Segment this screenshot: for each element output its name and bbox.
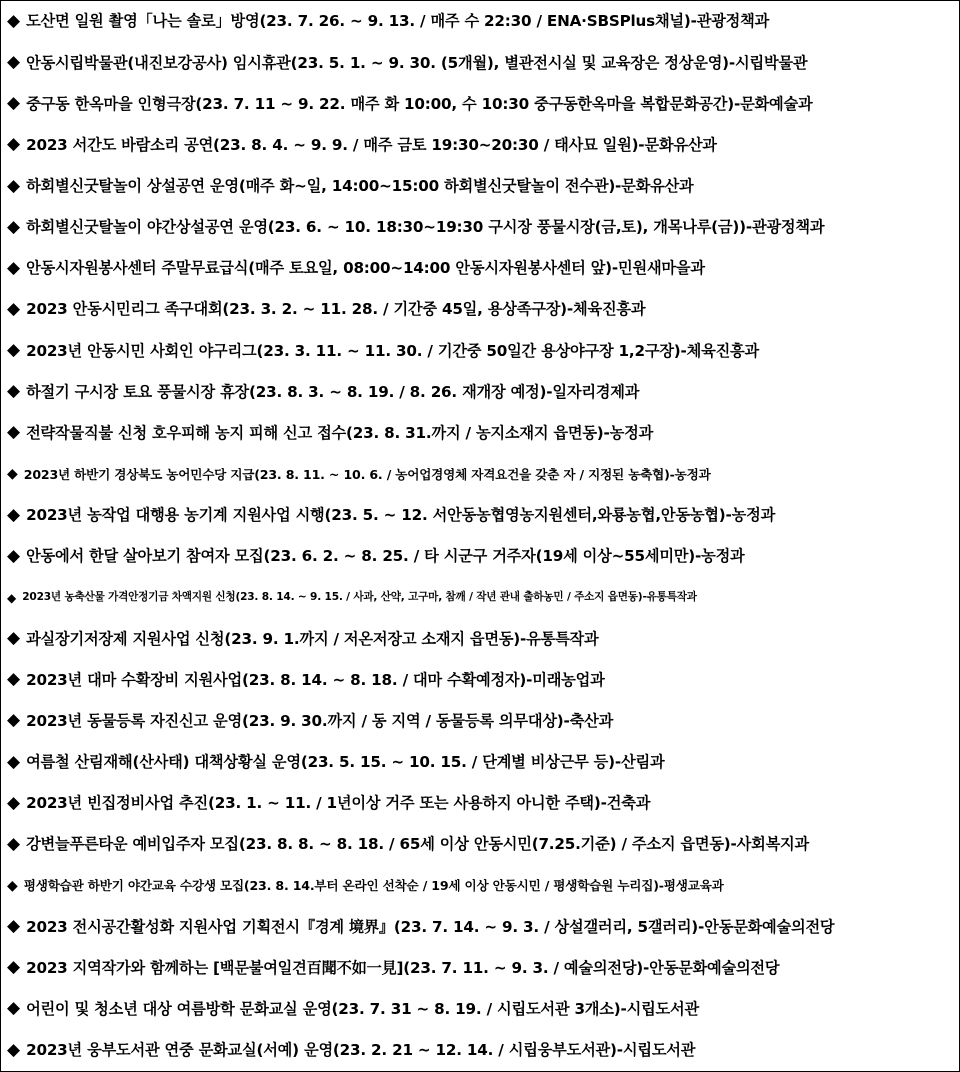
black-diamond-icon: ◆ bbox=[7, 216, 21, 237]
black-diamond-icon: ◆ bbox=[7, 422, 21, 443]
notice-item bbox=[1, 659, 959, 700]
notice-item bbox=[1, 700, 959, 741]
notice-item bbox=[1, 83, 959, 124]
notice-item bbox=[1, 207, 959, 248]
notice-item bbox=[1, 536, 959, 577]
notice-text: 안동시자원봉사센터 주말무료급식(매주 토요일, 08:00~14:00 안동시자원봉사센터 앞)-민원새마을과 bbox=[26, 259, 705, 278]
notice-text: 전략작물직불 신청 호우피해 농지 피해 신고 접수(23. 8. 31.까지 / 농지소재지 읍면동)-농정과 bbox=[26, 423, 654, 442]
notice-text: 2023년 대마 수확장비 지원사업(23. 8. 14. ~ 8. 18. / 대마 수확예정자)-미래농업과 bbox=[26, 670, 605, 689]
notice-item bbox=[1, 577, 959, 618]
black-diamond-icon: ◆ bbox=[7, 340, 21, 361]
notice-list bbox=[1, 1, 959, 1071]
black-diamond-icon: ◆ bbox=[7, 1039, 21, 1060]
notice-text: 도산면 일원 촬영「나는 솔로」방영(23. 7. 26. ~ 9. 13. / 매주 수 22:30 / ENA·SBSPlus채널)-관광정책과 bbox=[26, 12, 770, 31]
notice-item bbox=[1, 124, 959, 165]
notice-text: 2023 서간도 바람소리 공연(23. 8. 4. ~ 9. 9. / 매주 금토 19:30~20:30 / 태사묘 일원)-문화유산과 bbox=[26, 135, 717, 154]
black-diamond-icon: ◆ bbox=[7, 545, 21, 566]
notice-item bbox=[1, 248, 959, 289]
notice-text: 어린이 및 청소년 대상 여름방학 문화교실 운영(23. 7. 31 ~ 8. 19. / 시립도서관 3개소)-시립도서관 bbox=[26, 999, 699, 1018]
notice-item bbox=[1, 289, 959, 330]
notice-item bbox=[1, 330, 959, 371]
black-diamond-icon: ◆ bbox=[7, 669, 21, 690]
black-diamond-icon: ◆ bbox=[7, 466, 18, 483]
black-diamond-icon: ◆ bbox=[7, 792, 21, 813]
notice-text: 하절기 구시장 토요 풍물시장 휴장(23. 8. 3. ~ 8. 19. / 8. 26. 재개장 예정)-일자리경제과 bbox=[26, 382, 640, 401]
notice-text: 2023년 웅부도서관 연중 문화교실(서예) 운영(23. 2. 21 ~ 12. 14. / 시립웅부도서관)-시립도서관 bbox=[26, 1040, 696, 1059]
black-diamond-icon: ◆ bbox=[7, 590, 17, 605]
black-diamond-icon: ◆ bbox=[7, 877, 18, 894]
notice-text: 2023 안동시민리그 족구대회(23. 3. 2. ~ 11. 28. / 기간중 45일, 용상족구장)-체육진흥과 bbox=[26, 300, 646, 319]
notice-text: 2023년 하반기 경상북도 농어민수당 지급(23. 8. 11. ~ 10. 6. / 농어업경영체 자격요건을 갖춘 자 / 지정된 농축협)-농정과 bbox=[23, 466, 711, 482]
notice-text: 하회별신굿탈놀이 야간상설공연 운영(23. 6. ~ 10. 18:30~19:30 구시장 풍물시장(금,토), 개목나루(금))-관광정책과 bbox=[26, 218, 825, 237]
black-diamond-icon: ◆ bbox=[7, 916, 21, 937]
black-diamond-icon: ◆ bbox=[7, 175, 21, 196]
notice-text: 2023년 빈집정비사업 추진(23. 1. ~ 11. / 1년이상 거주 또는 사용하지 아니한 주택)-건축과 bbox=[26, 794, 651, 813]
notice-text: 안동시립박물관(내진보강공사) 임시휴관(23. 5. 1. ~ 9. 30. (5개월), 별관전시실 및 교육장은 정상운영)-시립박물관 bbox=[26, 53, 808, 72]
notice-item bbox=[1, 454, 959, 495]
black-diamond-icon: ◆ bbox=[7, 833, 21, 854]
notice-text: 중구동 한옥마을 인형극장(23. 7. 11 ~ 9. 22. 매주 화 10:00, 수 10:30 중구동한옥마을 복합문화공간)-문화예술과 bbox=[26, 94, 813, 113]
notice-item bbox=[1, 618, 959, 659]
notice-text: 2023년 안동시민 사회인 야구리그(23. 3. 11. ~ 11. 30. / 기간중 50일간 용상야구장 1,2구장)-체육진흥과 bbox=[26, 341, 759, 360]
black-diamond-icon: ◆ bbox=[7, 11, 21, 32]
notice-item bbox=[1, 166, 959, 207]
black-diamond-icon: ◆ bbox=[7, 299, 21, 320]
black-diamond-icon: ◆ bbox=[7, 134, 21, 155]
black-diamond-icon: ◆ bbox=[7, 710, 21, 731]
notice-item bbox=[1, 1, 959, 42]
notice-item bbox=[1, 947, 959, 988]
notice-item bbox=[1, 1030, 959, 1071]
notice-text: 2023 지역작가와 함께하는 [백문불여일견百聞不如一見](23. 7. 11. ~ 9. 3. / 예술의전당)-안동문화예술의전당 bbox=[26, 958, 780, 977]
notice-text: 강변늘푸른타운 예비입주자 모집(23. 8. 8. ~ 8. 18. / 65세 이상 안동시민(7.25.기준) / 주소지 읍면동)-사회복지과 bbox=[26, 835, 810, 854]
notice-text: 과실장기저장제 지원사업 신청(23. 9. 1.까지 / 저온저장고 소재지 읍면동)-유통특작과 bbox=[26, 629, 599, 648]
black-diamond-icon: ◆ bbox=[7, 381, 21, 402]
notice-item bbox=[1, 865, 959, 906]
notice-text: 2023년 동물등록 자진신고 운영(23. 9. 30.까지 / 동 지역 / 동물등록 의무대상)-축산과 bbox=[26, 711, 614, 730]
notice-text: 평생학습관 하반기 야간교육 수강생 모집(23. 8. 14.부터 온라인 선착순 / 19세 이상 안동시민 / 평생학습원 누리집)-평생교육과 bbox=[23, 877, 724, 893]
black-diamond-icon: ◆ bbox=[7, 93, 21, 114]
notice-text: 여름철 산림재해(산사태) 대책상황실 운영(23. 5. 15. ~ 10. 15. / 단계별 비상근무 등)-산림과 bbox=[26, 752, 665, 771]
black-diamond-icon: ◆ bbox=[7, 504, 21, 525]
black-diamond-icon: ◆ bbox=[7, 52, 21, 73]
notice-item bbox=[1, 783, 959, 824]
black-diamond-icon: ◆ bbox=[7, 751, 21, 772]
notice-text: 2023년 농작업 대행용 농기계 지원사업 시행(23. 5. ~ 12. 서안동농협영농지원센터,와룡농협,안동농협)-농정과 bbox=[26, 506, 776, 525]
notice-item bbox=[1, 412, 959, 453]
notice-item bbox=[1, 824, 959, 865]
notice-text: 안동에서 한달 살아보기 참여자 모집(23. 6. 2. ~ 8. 25. / 타 시군구 거주자(19세 이상~55세미만)-농정과 bbox=[26, 547, 745, 566]
notice-item bbox=[1, 42, 959, 83]
black-diamond-icon: ◆ bbox=[7, 257, 21, 278]
notice-text: 2023 전시공간활성화 지원사업 기획전시『경계 境界』(23. 7. 14. ~ 9. 3. / 상설갤러리, 5갤러리)-안동문화예술의전당 bbox=[26, 917, 835, 936]
notice-item bbox=[1, 988, 959, 1029]
notice-item bbox=[1, 495, 959, 536]
notice-item bbox=[1, 371, 959, 412]
black-diamond-icon: ◆ bbox=[7, 957, 21, 978]
notice-text: 하회별신굿탈놀이 상설공연 운영(매주 화~일, 14:00~15:00 하회별신굿탈놀이 전수관)-문화유산과 bbox=[26, 177, 694, 196]
black-diamond-icon: ◆ bbox=[7, 998, 21, 1019]
black-diamond-icon: ◆ bbox=[7, 628, 21, 649]
notice-item bbox=[1, 906, 959, 947]
notice-text: 2023년 농축산물 가격안정기금 차액지원 신청(23. 8. 14. ~ 9. 15. / 사과, 산약, 고구마, 참깨 / 작년 관내 출하농민 / 주소지 읍면동)-유통특작과 bbox=[22, 591, 697, 604]
notice-item bbox=[1, 742, 959, 783]
